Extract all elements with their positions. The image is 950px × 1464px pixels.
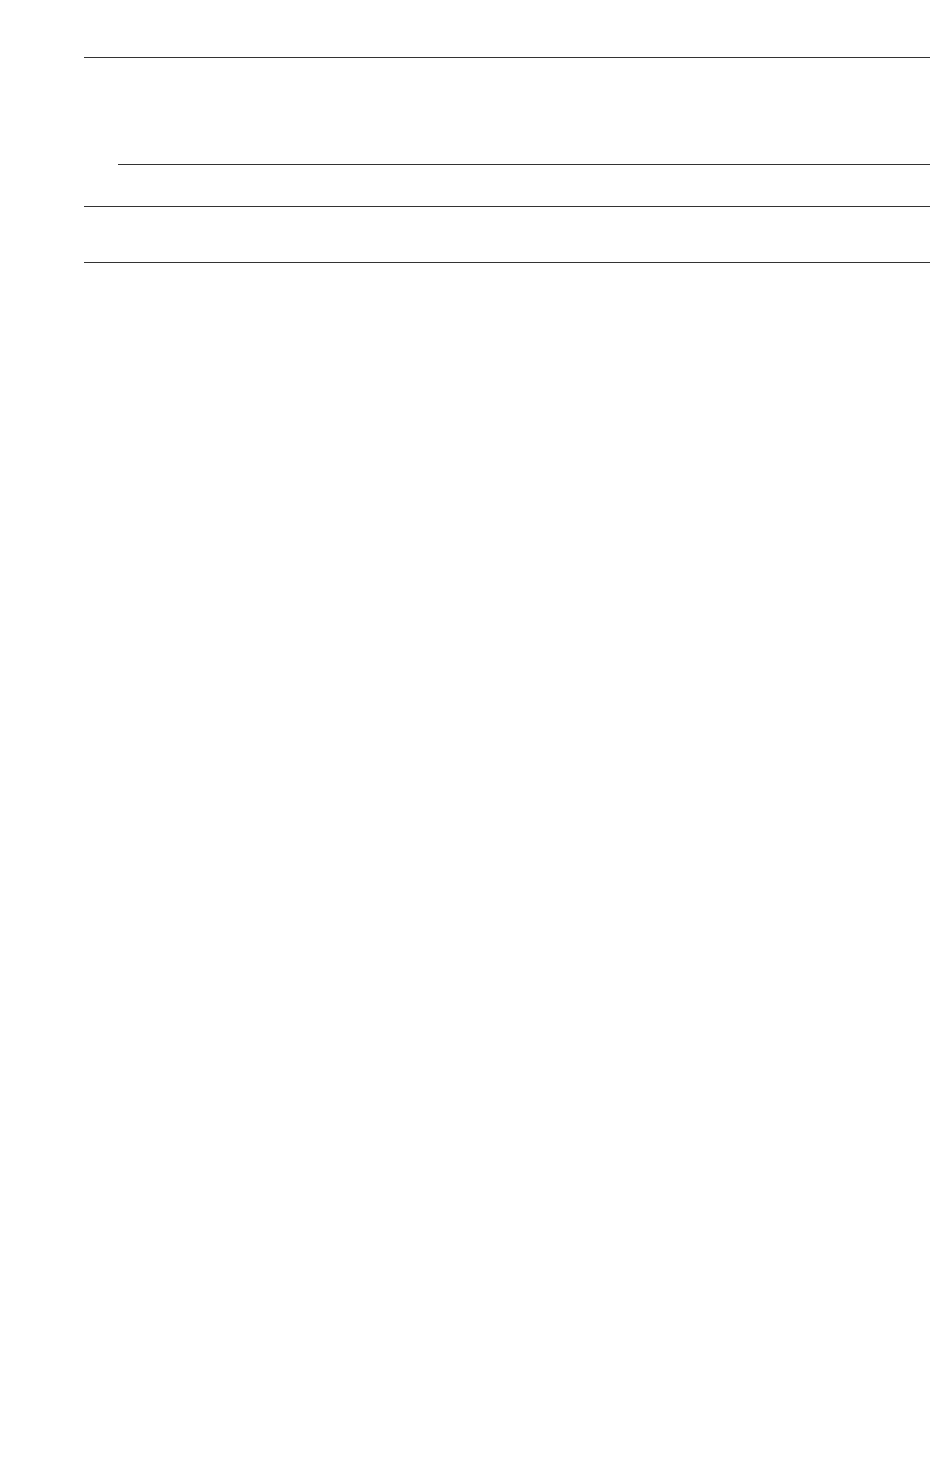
answer-line (84, 262, 930, 263)
answer-line (84, 57, 930, 58)
answer-line (118, 164, 930, 165)
answer-line (84, 206, 930, 207)
